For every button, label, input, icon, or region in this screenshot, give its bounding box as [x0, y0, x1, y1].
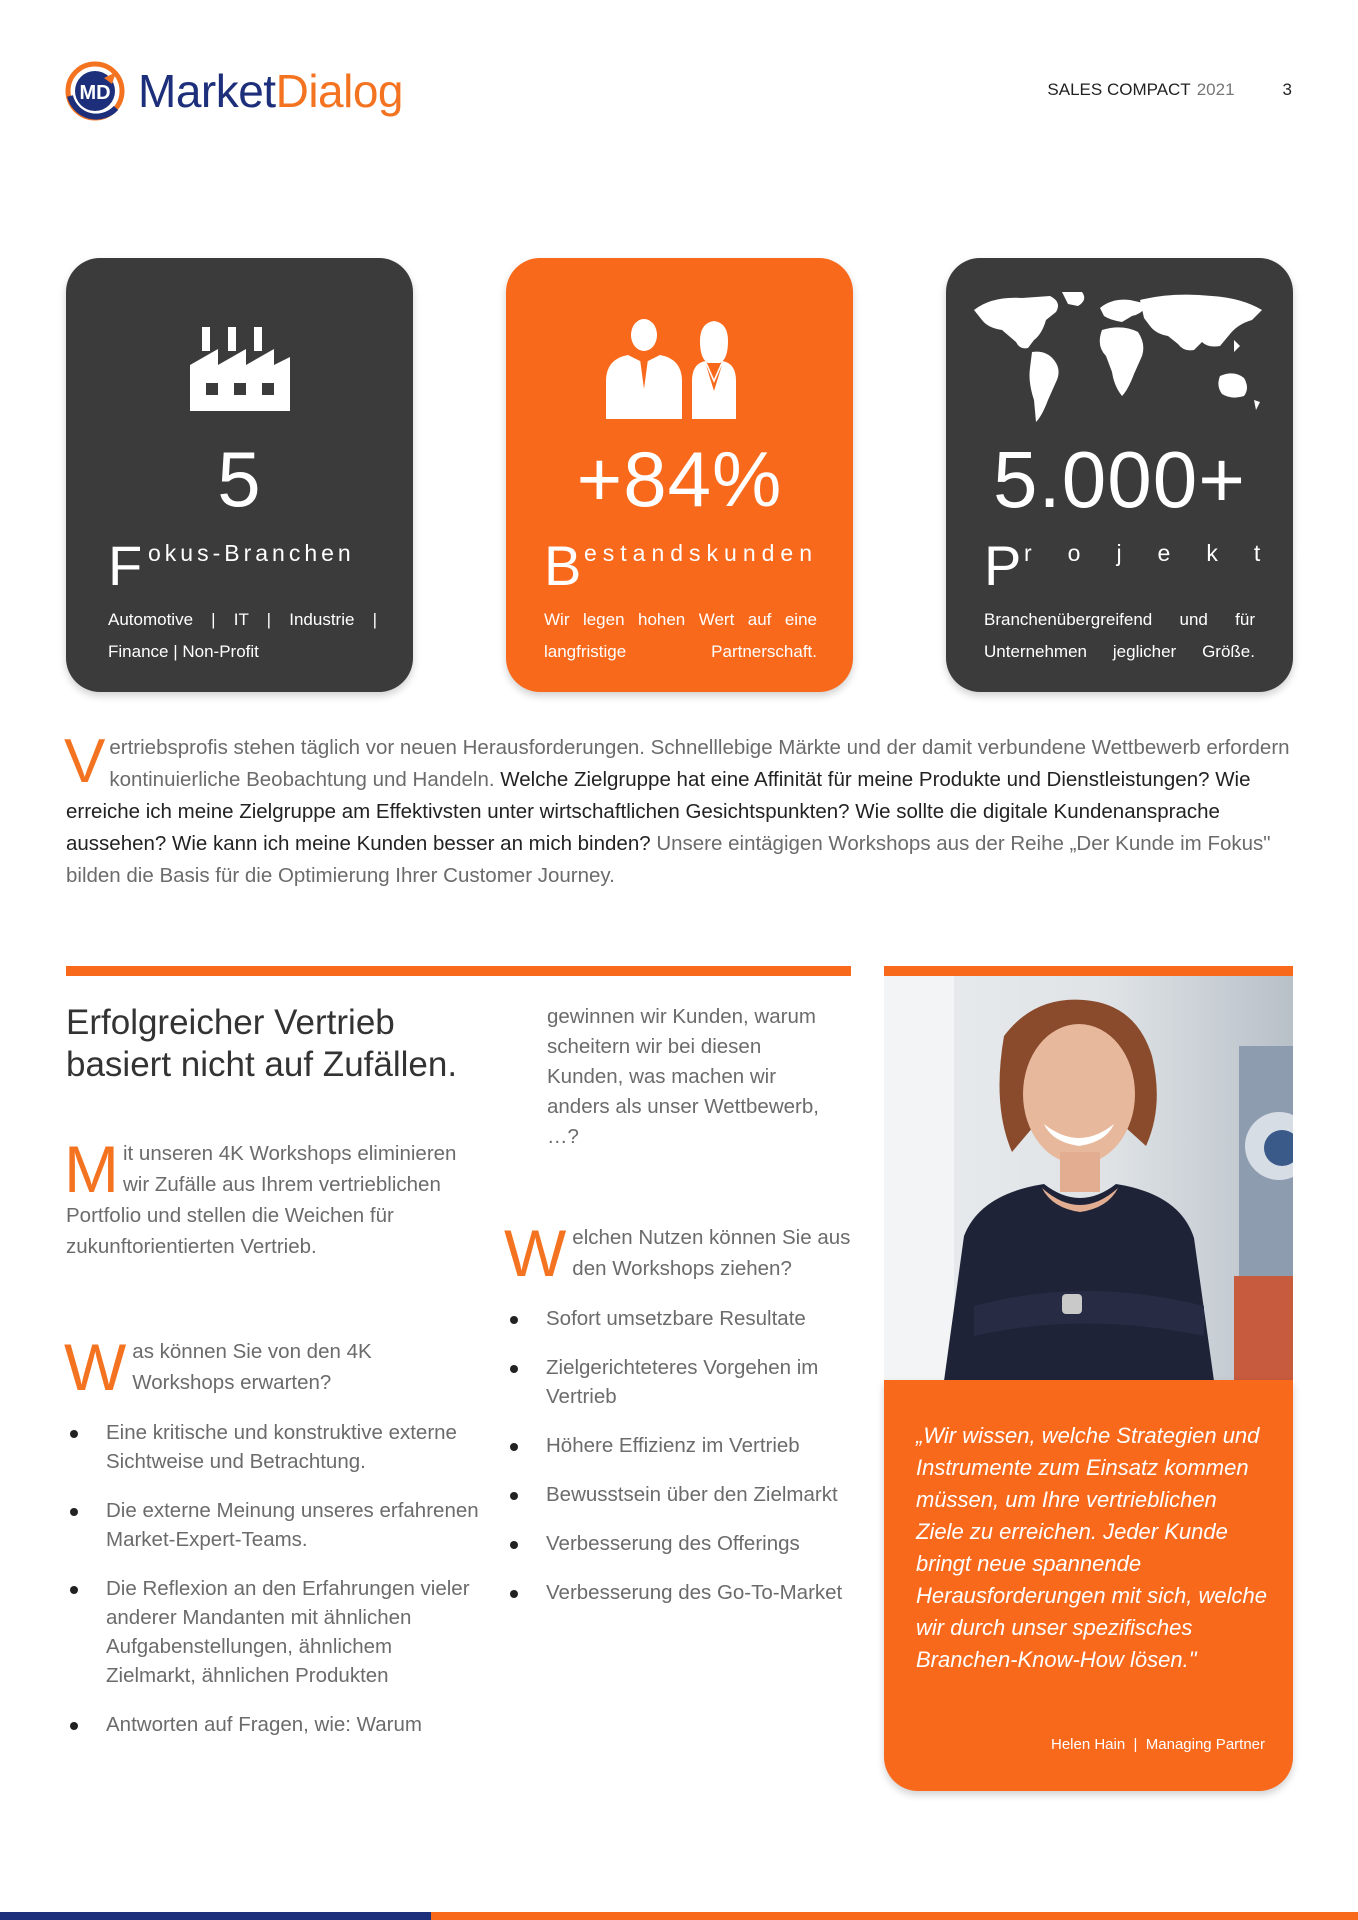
benefits-list: [506, 1304, 851, 1627]
business-people-icon: [506, 314, 853, 424]
expectations-list: [66, 1418, 486, 1759]
continuation-text: gewinnen wir Kunden, warum scheitern wir bei diesen Kunden, was machen wir anders als unser Wettbewerb, …?: [547, 1005, 819, 1148]
stat-card-projects: [946, 258, 1346, 692]
section-title: Erfolgreicher Vertrieb basiert nicht auf Zufällen.: [66, 1003, 458, 1084]
stat-card-customers: [506, 258, 853, 692]
list-item: Die externe Meinung unseres erfahrenen Market-Expert-Teams.: [66, 1496, 486, 1554]
drop-cap: V: [64, 727, 106, 796]
list-item: Antworten auf Fragen, wie: Warum: [66, 1710, 486, 1739]
list-item: Höhere Effizienz im Vertrieb: [506, 1431, 851, 1460]
brand-logo: [64, 60, 403, 122]
brand-name: MarketDialog: [138, 65, 404, 117]
footer-bar-blue: [0, 1912, 431, 1920]
stat-value: 5: [217, 435, 262, 523]
section-divider: [66, 966, 851, 976]
stat-label: F okus-Branchen: [108, 534, 355, 597]
list-item: Bewusstsein über den Zielmarkt: [506, 1480, 851, 1509]
footer-bar-orange: [431, 1912, 1358, 1920]
md-logo-icon: [64, 60, 126, 122]
list-item: Zielgerichteteres Vorgehen im Vertrieb: [506, 1353, 851, 1411]
quote-author: Helen Hain | Managing Partner: [1050, 1736, 1265, 1753]
intro-questions: Welche Zielgruppe hat eine Affinität für meine Produkte und Dienstleistungen? Wie erreiche ich meine Zielgruppe am Effektivsten unter wirtschaftlichen Gesichtspunkten? Wie sollte die digitale Kundenansprache aussehen? Wie kann ich meine Kunden besser an mich binden?: [66, 768, 1251, 855]
quote-card: [884, 1380, 1293, 1791]
stat-value: 5.000+: [993, 435, 1246, 524]
page-number: 3: [1282, 80, 1292, 99]
list-item: Verbesserung des Go-To-Market: [506, 1578, 851, 1607]
heading-expectations: Was können Sie von den 4K Workshops erwarten?: [64, 1330, 372, 1404]
list-item: Eine kritische und konstruktive externe Sichtweise und Betrachtung.: [66, 1418, 486, 1476]
stat-label: B estandskunden: [544, 534, 819, 597]
stat-description: Branchenübergreifend und für Unternehmen jeglicher Größe.: [984, 610, 1255, 661]
stat-label: P rojekte: [984, 534, 1346, 597]
publication-year: 2021: [1196, 80, 1235, 99]
section-intro: Mit unseren 4K Workshops eliminieren wir Zufälle aus Ihrem vertrieblichen Portfolio und stellen die Weichen für zukunftorientierten Vertrieb.: [64, 1132, 457, 1258]
quote-text: „Wir wissen, welche Strategien und Instrumente zum Einsatz kommen müssen, um Ihre vertrieblichen Ziele zu erreichen. Jeder Kunde bringt neue spannende Herausforderungen mit sich, welche wir durch unser spezifisches Branchen-Know-How lösen.": [916, 1423, 1267, 1672]
stat-card-branches: [66, 258, 413, 692]
portrait-photo: [884, 976, 1293, 1381]
list-item: Verbesserung des Offerings: [506, 1529, 851, 1558]
intro-paragraph: Vertriebsprofis stehen täglich vor neuen Herausforderungen. Schnelllebige Märkte und der damit verbundene Wettbewerb erfordern kontinuierliche Beobachtung und Handeln. Welche Zielgruppe hat eine Affinität für meine Produkte und Dienstleistungen? Wie erreiche ich meine Zielgruppe am Effektivsten unter wirtschaftlichen Gesichtspunkten? Wie sollte die digitale Kundenansprache aussehen? Wie kann ich meine Kunden besser an mich binden? Unsere eintägigen Workshops aus der Reihe „Der Kunde im Fokus" bilden die Basis für die Optimierung Ihrer Customer Journey.: [64, 727, 1290, 887]
list-item: Die Reflexion an den Erfahrungen vieler anderer Mandanten mit ähnlichen Aufgabenstellungen, ähnlichem Zielmarkt, ähnlichen Produkten: [66, 1574, 486, 1690]
factory-icon: [66, 314, 413, 424]
quote-divider: [884, 966, 1293, 976]
world-map-icon: [946, 302, 1293, 412]
stat-description: Automotive | IT | Industrie | Finance | Non-Profit: [108, 610, 387, 661]
stat-value: +84%: [576, 435, 783, 523]
page-header-meta: [1047, 80, 1292, 100]
stat-description: Wir legen hohen Wert auf eine langfristige Partnerschaft.: [544, 610, 817, 661]
list-item: Sofort umsetzbare Resultate: [506, 1304, 851, 1333]
publication-title: SALES COMPACT: [1047, 80, 1191, 99]
heading-benefits: Welchen Nutzen können Sie aus den Workshops ziehen?: [504, 1216, 851, 1290]
svg-text:MD: MD: [79, 82, 111, 104]
